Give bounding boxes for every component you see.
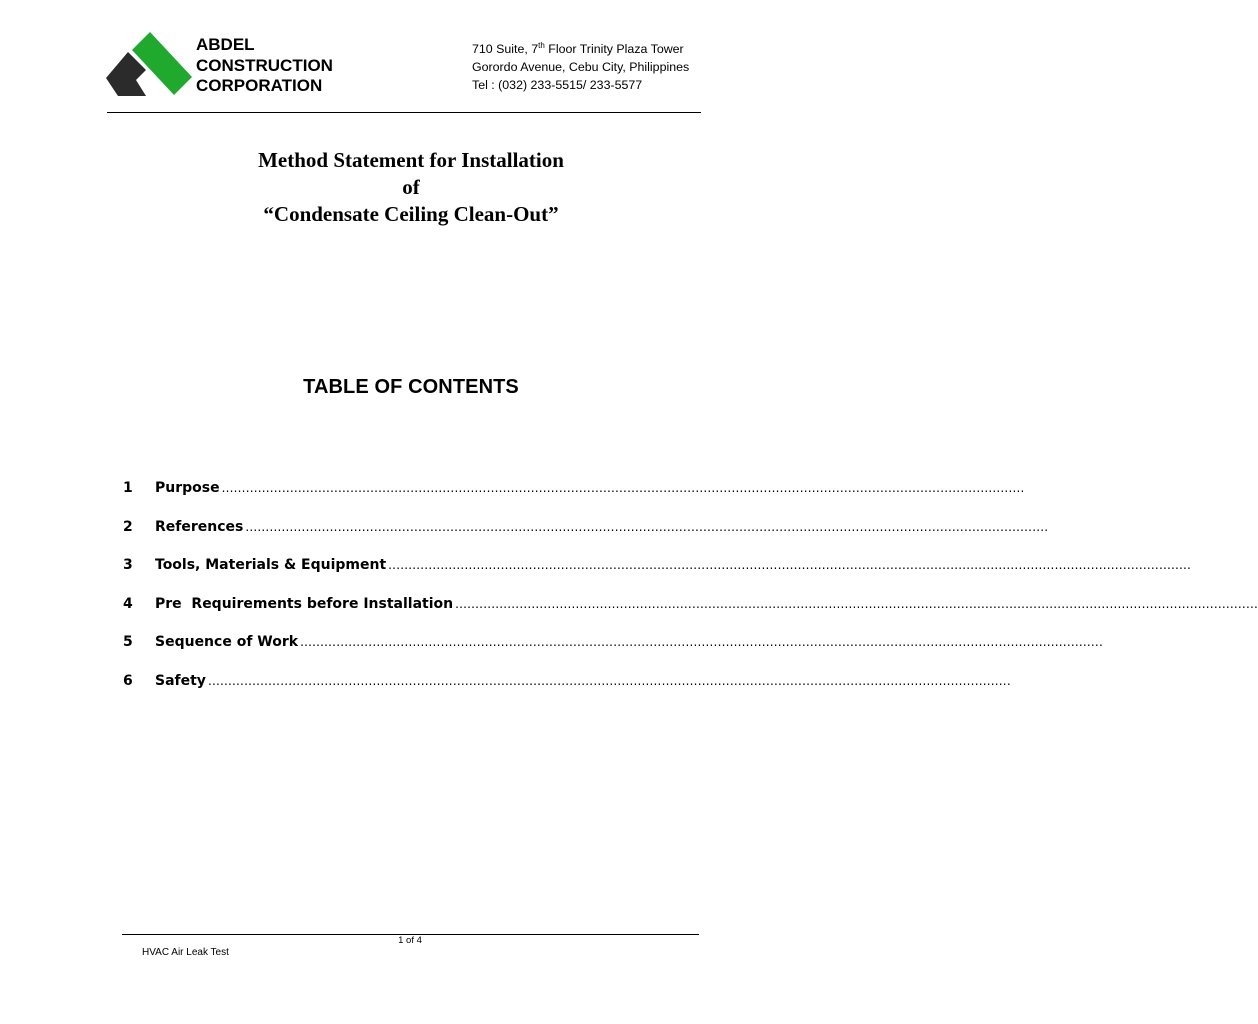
title-line-1: Method Statement for Installation: [258, 148, 564, 172]
title-line-2: of: [402, 175, 420, 199]
toc-item[interactable]: [123, 594, 1258, 633]
address-line-1-prefix: 710 Suite, 7: [472, 42, 539, 56]
toc-item-text: Pre Requirements before Installation: [155, 595, 454, 612]
company-logo-icon: [106, 32, 198, 98]
logo-dark-shape: [106, 52, 146, 96]
toc-item-number: 5: [123, 634, 133, 650]
company-name: [196, 35, 333, 97]
toc-item[interactable]: [123, 632, 1103, 671]
toc-item-number: 2: [123, 518, 133, 535]
address-line-3: Tel : (032) 233-5515/ 233-5577: [472, 78, 643, 92]
toc-item-text: References: [155, 518, 244, 535]
toc-leader-dots: ........................................................................................................................................................................................................: [207, 673, 1011, 688]
address-line-2: Gorordo Avenue, Cebu City, Philippines: [472, 60, 690, 74]
footer-document-name: HVAC Air Leak Test: [142, 947, 229, 958]
toc-item-text: Purpose: [155, 480, 220, 496]
address-line-1: [472, 40, 689, 58]
toc-item-number: 4: [123, 595, 133, 612]
logo-green-shape: [132, 32, 192, 95]
toc-leader-dots: ........................................................................................................................................................................................................: [388, 558, 1192, 572]
address-line-1-suffix: Floor Trinity Plaza Tower: [544, 42, 684, 56]
toc-item-text: Safety: [155, 672, 206, 689]
toc-item[interactable]: [123, 478, 1025, 517]
document-title: [60, 147, 762, 228]
header-divider: [107, 112, 701, 113]
address-line-1-superscript: th: [538, 40, 545, 50]
page-number: 1 of 4: [398, 935, 422, 946]
toc-heading: TABLE OF CONTENTS: [303, 376, 519, 398]
toc-item-number: 1: [123, 480, 133, 496]
toc-item[interactable]: [123, 671, 1011, 710]
company-name-line-2: CONSTRUCTION: [196, 55, 333, 75]
toc-item[interactable]: [123, 555, 1192, 594]
company-name-line-3: CORPORATION: [196, 76, 323, 95]
toc-item-number: 6: [123, 672, 133, 689]
toc-leader-dots: ........................................................................................................................................................................................................: [221, 481, 1025, 495]
toc-item-text: Sequence of Work: [155, 634, 299, 650]
table-of-contents: [123, 478, 1258, 709]
company-address: [472, 40, 689, 94]
toc-item-text: Tools, Materials & Equipment: [155, 557, 387, 573]
title-line-3: “Condensate Ceiling Clean-Out”: [263, 202, 559, 226]
toc-item-number: 3: [123, 557, 133, 573]
toc-item[interactable]: [123, 517, 1049, 556]
toc-leader-dots: ........................................................................................................................................................................................................: [245, 519, 1049, 534]
toc-leader-dots: ........................................................................................................................................................................................................: [300, 635, 1103, 649]
company-name-line-1: ABDEL: [196, 35, 255, 54]
toc-leader-dots: ........................................................................................................................................................................................................: [455, 596, 1258, 611]
